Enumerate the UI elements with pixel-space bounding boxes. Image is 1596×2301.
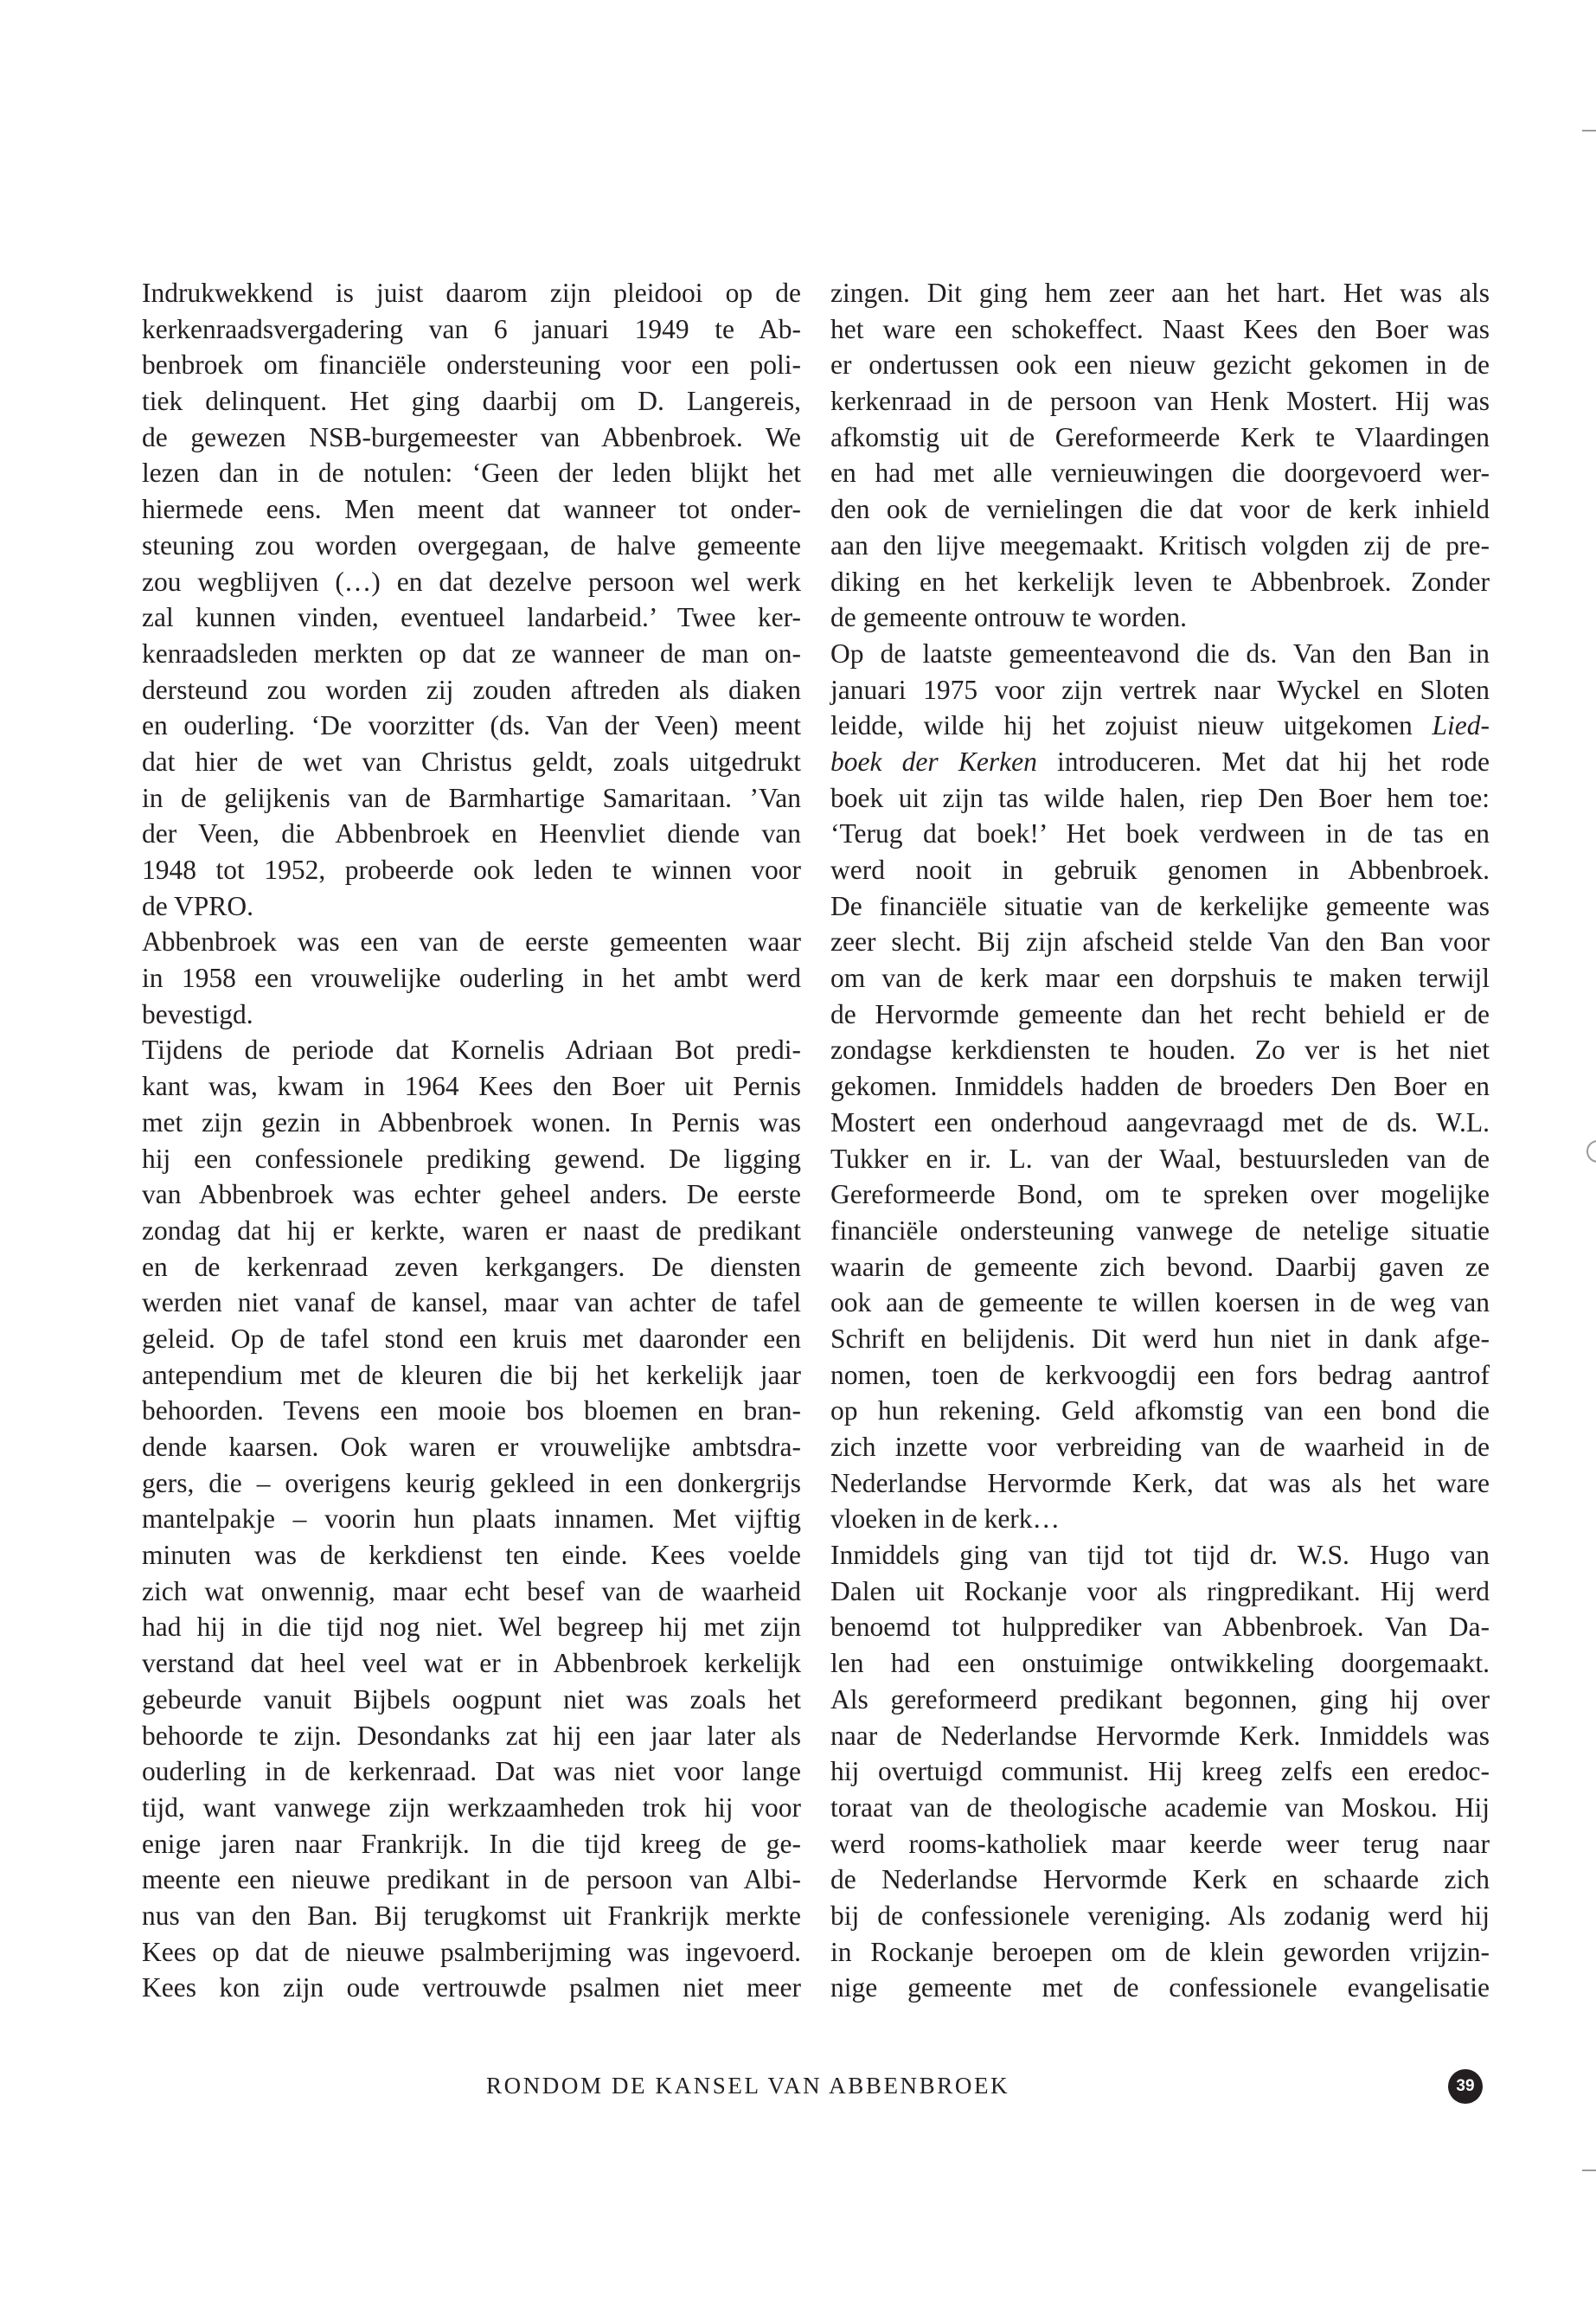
- text-line: de Hervormde gemeente dan het recht behield er de: [830, 998, 1490, 1029]
- text-line: Schrift en belijdenis. Dit werd hun niet in dank afge-: [830, 1323, 1490, 1354]
- text-line: Kees op dat de nieuwe psalmberijming was ingevoerd.: [142, 1936, 801, 1967]
- text-line: werd rooms-katholiek maar keerde weer terug naar: [830, 1828, 1490, 1859]
- text-line: en ouderling. ‘De voorzitter (ds. Van der Veen) meent: [142, 710, 801, 741]
- text-line: financiële ondersteuning vanwege de netelige situatie: [830, 1215, 1490, 1246]
- text-line: toraat van de theologische academie van Moskou. Hij: [830, 1791, 1490, 1823]
- text-segment: introduceren. Met dat hij het rode: [1036, 746, 1490, 777]
- text-line: kerkenraad in de persoon van Henk Mostert. Hij was: [830, 386, 1490, 417]
- text-line: had hij in die tijd nog niet. Wel begreep hij met zijn: [142, 1612, 801, 1643]
- text-line: zich wat onwennig, maar echt besef van de waarheid: [142, 1575, 801, 1606]
- text-line: ook aan de gemeente te willen koersen in de weg van: [830, 1287, 1490, 1318]
- text-line: werden niet vanaf de kansel, maar van achter de tafel: [142, 1287, 801, 1318]
- text-line: zeer slecht. Bij zijn afscheid stelde Van den Ban voor: [830, 926, 1490, 958]
- left-text-column: [142, 275, 801, 2006]
- text-line: bevestigd.: [142, 998, 253, 1029]
- text-line: steuning zou worden overgegaan, de halve gemeente: [142, 529, 801, 561]
- text-line: om van de kerk maar een dorpshuis te maken terwijl: [830, 963, 1490, 994]
- text-line: Gereformeerde Bond, om te spreken over mogelijke: [830, 1179, 1490, 1210]
- text-line: Kees kon zijn oude vertrouwde psalmen niet meer: [142, 1972, 801, 2003]
- text-line: zal kunnen vinden, eventueel landarbeid.’ Twee ker-: [142, 602, 801, 633]
- text-line: in Rockanje beroepen om de klein geworden vrijzin-: [830, 1936, 1490, 1967]
- text-line: geleid. Op de tafel stond een kruis met daaronder een: [142, 1323, 801, 1354]
- text-line: kerkenraadsvergadering van 6 januari 1949 te Ab-: [142, 313, 801, 344]
- text-line: Inmiddels ging van tijd tot tijd dr. W.S. Hugo van: [830, 1540, 1490, 1571]
- text-line: Abbenbroek was een van de eerste gemeenten waar: [142, 926, 801, 958]
- text-line: werd nooit in gebruik genomen in Abbenbroek.: [830, 855, 1490, 885]
- text-line: der Veen, die Abbenbroek en Heenvliet diende van: [142, 818, 801, 849]
- text-line: verstand dat heel veel wat er in Abbenbroek kerkelijk: [142, 1648, 801, 1679]
- text-line: nige gemeente met de confessionele evangelisatie: [830, 1972, 1490, 2003]
- registration-mark: [1586, 1140, 1596, 1163]
- crop-mark-top: [1582, 130, 1596, 131]
- text-line: bij de confessionele vereniging. Als zodanig werd hij: [830, 1900, 1490, 1931]
- text-line: dersteund zou worden zij zouden aftreden als diaken: [142, 674, 801, 705]
- text-line: hiermede eens. Men meent dat wanneer tot onder-: [142, 494, 801, 525]
- text-line: enige jaren naar Frankrijk. In die tijd kreeg de ge-: [142, 1828, 801, 1859]
- text-line: vloeken in de kerk…: [830, 1503, 1061, 1535]
- text-line: zingen. Dit ging hem zeer aan het hart. Het was als: [830, 278, 1490, 308]
- text-line: zondag dat hij er kerkte, waren er naast de predikant: [142, 1215, 801, 1246]
- text-line: er ondertussen ook een nieuw gezicht gekomen in de: [830, 349, 1490, 381]
- text-line: januari 1975 voor zijn vertrek naar Wyckel en Sloten: [830, 674, 1490, 705]
- text-line: gers, die – overigens keurig gekleed in een donkergrijs: [142, 1467, 801, 1498]
- running-footer-title: RONDOM DE KANSEL VAN ABBENBROEK: [486, 2073, 1010, 2099]
- text-line: afkomstig uit de Gereformeerde Kerk te Vlaardingen: [830, 421, 1490, 452]
- crop-mark-bottom: [1582, 2170, 1596, 2171]
- text-line: lezen dan in de notulen: ‘Geen der leden blijkt het: [142, 458, 801, 489]
- text-line: nomen, toen de kerkvoogdij een fors bedrag aantrof: [830, 1359, 1490, 1390]
- text-line: De financiële situatie van de kerkelijke gemeente was: [830, 890, 1490, 921]
- book-title-italic: Lied-: [1432, 710, 1490, 741]
- text-line: boek uit zijn tas wilde halen, riep Den Boer hem toe:: [830, 782, 1490, 813]
- text-line: benoemd tot hulpprediker van Abbenbroek. Van Da-: [830, 1612, 1490, 1643]
- text-line: Dalen uit Rockanje voor als ringpredikant. Hij werd: [830, 1575, 1490, 1606]
- text-line: van Abbenbroek was echter geheel anders. De eerste: [142, 1179, 801, 1210]
- text-line: mantelpakje – voorin hun plaats innamen. Met vijftig: [142, 1503, 801, 1535]
- text-line: naar de Nederlandse Hervormde Kerk. Inmiddels was: [830, 1720, 1490, 1751]
- text-line: tijd, want vanwege zijn werkzaamheden trok hij voor: [142, 1791, 801, 1823]
- text-line: kenraadsleden merkten op dat ze wanneer de man on-: [142, 638, 801, 669]
- text-line: meente een nieuwe predikant in de persoon van Albi-: [142, 1864, 801, 1895]
- text-line: den ook de vernielingen die dat voor de kerk inhield: [830, 494, 1490, 525]
- text-line: hij overtuigd communist. Hij kreeg zelfs een eredoc-: [830, 1756, 1490, 1787]
- text-line: de gemeente ontrouw te worden.: [830, 602, 1187, 633]
- text-line: Op de laatste gemeenteavond die ds. Van den Ban in: [830, 638, 1490, 669]
- text-line: zou wegblijven (…) en dat dezelve persoon wel werk: [142, 566, 801, 597]
- text-segment: leidde, wilde hij het zojuist nieuw uitgekomen: [830, 710, 1433, 741]
- text-line: 1948 tot 1952, probeerde ook leden te winnen voor: [142, 855, 801, 885]
- text-line: hij een confessionele prediking gewend. De ligging: [142, 1143, 801, 1174]
- text-line: nus van den Ban. Bij terugkomst uit Frankrijk merkte: [142, 1900, 801, 1931]
- text-line: de Nederlandse Hervormde Kerk en schaarde zich: [830, 1864, 1490, 1895]
- text-line: gebeurde vanuit Bijbels oogpunt niet was zoals het: [142, 1683, 801, 1715]
- text-line: ‘Terug dat boek!’ Het boek verdween in de tas en: [830, 818, 1490, 849]
- right-text-column: [830, 275, 1490, 2006]
- text-line: dende kaarsen. Ook waren er vrouwelijke ambtsdra-: [142, 1432, 801, 1462]
- text-line: antependium met de kleuren die bij het kerkelijk jaar: [142, 1359, 801, 1390]
- text-line: kant was, kwam in 1964 Kees den Boer uit Pernis: [142, 1071, 801, 1102]
- text-line: minuten was de kerkdienst ten einde. Kees voelde: [142, 1540, 801, 1571]
- text-line: behoorde te zijn. Desondanks zat hij een jaar later als: [142, 1720, 801, 1751]
- text-line: ouderling in de kerkenraad. Dat was niet voor lange: [142, 1756, 801, 1787]
- text-line: de VPRO.: [142, 890, 253, 921]
- text-line: gekomen. Inmiddels hadden de broeders Den Boer en: [830, 1071, 1490, 1102]
- text-line: aan den lijve meegemaakt. Kritisch volgden zij de pre-: [830, 529, 1490, 561]
- text-line: Indrukwekkend is juist daarom zijn pleidooi op de: [142, 278, 801, 308]
- text-line: de gewezen NSB-burgemeester van Abbenbroek. We: [142, 421, 801, 452]
- text-line: tiek delinquent. Het ging daarbij om D. Langereis,: [142, 386, 801, 417]
- page-number-badge: 39: [1448, 2069, 1483, 2104]
- text-line: behoorden. Tevens een mooie bos bloemen en bran-: [142, 1395, 801, 1426]
- text-line: Tukker en ir. L. van der Waal, bestuursleden van de: [830, 1143, 1490, 1174]
- text-line: dat hier de wet van Christus geldt, zoals uitgedrukt: [142, 746, 801, 777]
- text-line: [830, 708, 1490, 744]
- text-line: len had een onstuimige ontwikkeling doorgemaakt.: [830, 1648, 1490, 1679]
- text-line: zich inzette voor verbreiding van de waarheid in de: [830, 1432, 1490, 1462]
- text-line: benbroek om financiële ondersteuning voor een poli-: [142, 349, 801, 381]
- text-line: Nederlandse Hervormde Kerk, dat was als het ware: [830, 1467, 1490, 1498]
- text-line: in 1958 een vrouwelijke ouderling in het ambt werd: [142, 963, 801, 994]
- text-line: waarin de gemeente zich bevond. Daarbij gaven ze: [830, 1251, 1490, 1282]
- text-line: en de kerkenraad zeven kerkgangers. De diensten: [142, 1251, 801, 1282]
- text-line: in de gelijkenis van de Barmhartige Samaritaan. ’Van: [142, 782, 801, 813]
- text-line: zondagse kerkdiensten te houden. Zo ver is het niet: [830, 1035, 1490, 1066]
- text-line: diking en het kerkelijk leven te Abbenbroek. Zonder: [830, 566, 1490, 597]
- text-line: met zijn gezin in Abbenbroek wonen. In Pernis was: [142, 1106, 801, 1138]
- text-line: Mostert een onderhoud aangevraagd met de ds. W.L.: [830, 1106, 1490, 1138]
- text-line: het ware een schokeffect. Naast Kees den Boer was: [830, 313, 1490, 344]
- text-line: Tijdens de periode dat Kornelis Adriaan Bot predi-: [142, 1035, 801, 1066]
- text-line: en had met alle vernieuwingen die doorgevoerd wer-: [830, 458, 1490, 489]
- text-line: op hun rekening. Geld afkomstig van een bond die: [830, 1395, 1490, 1426]
- text-line: [830, 744, 1490, 780]
- book-title-italic: boek der Kerken: [830, 746, 1037, 777]
- text-line: Als gereformeerd predikant begonnen, ging hij over: [830, 1683, 1490, 1715]
